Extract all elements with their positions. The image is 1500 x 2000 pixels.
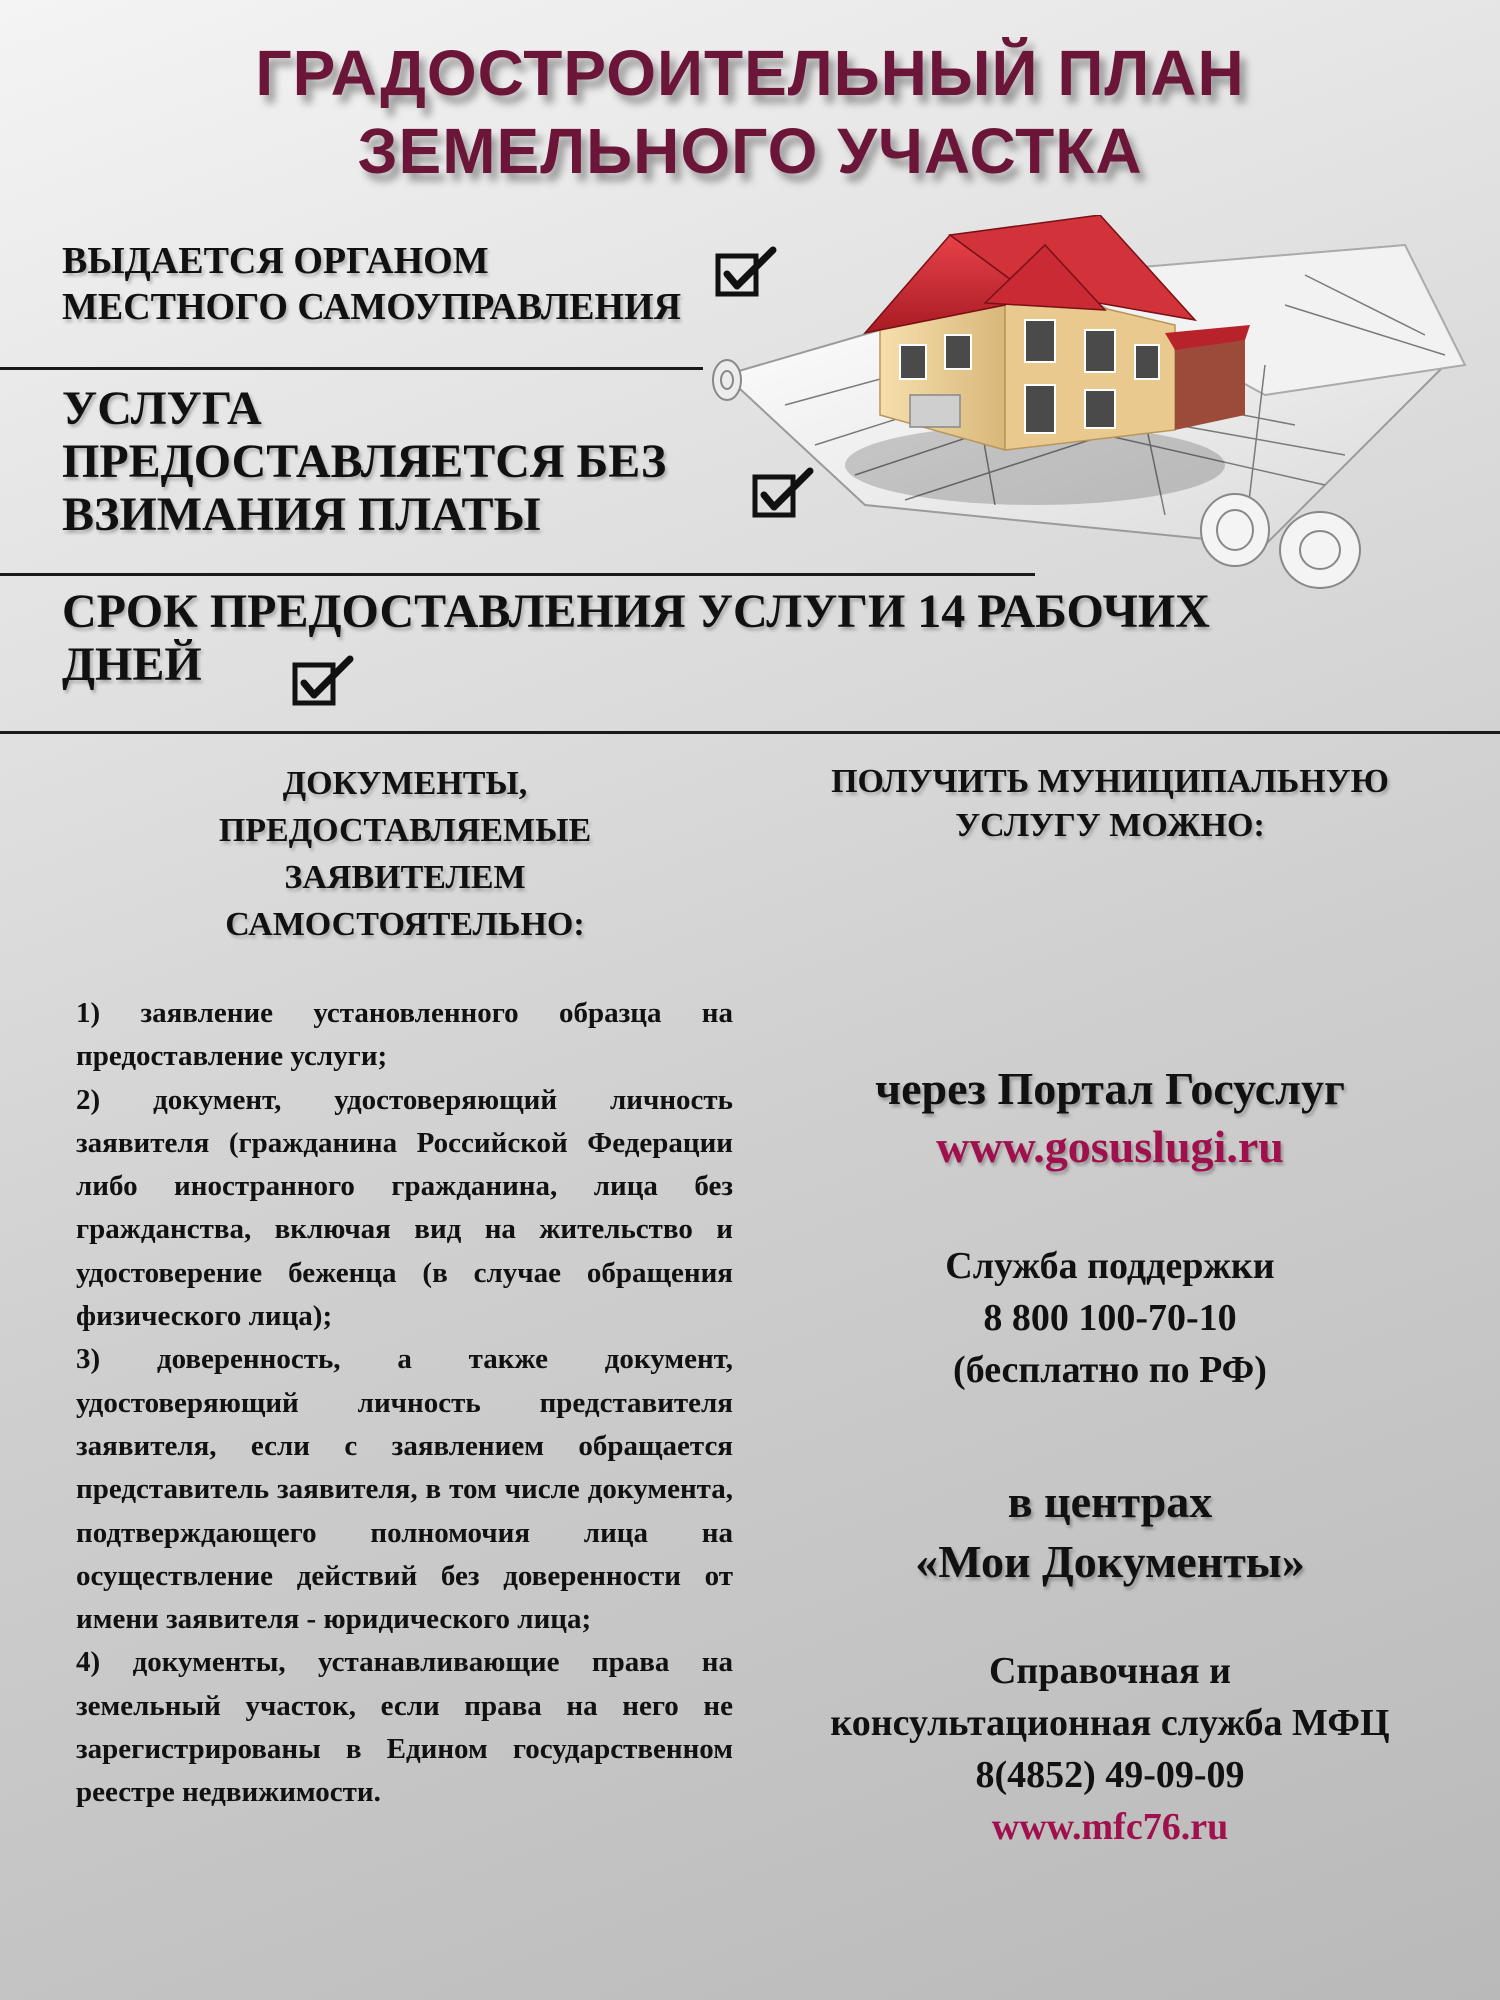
title-line-2: ЗЕМЕЛЬНОГО УЧАСТКА — [357, 115, 1143, 187]
list-item: 2) документ, удостоверяющий личность заявителя (гражданина Российской Федерации либо иностранного гражданина, лица без гражданства, включая вид на жительство и удостоверение беженца (в случае обращения физического лица); — [76, 1083, 733, 1333]
centers-line-2: «Мои Документы» — [915, 1536, 1305, 1587]
support-label: Служба поддержки — [945, 1245, 1275, 1287]
mfc-phone: 8(4852) 49-09-09 — [975, 1754, 1245, 1796]
feature-issuer-line-1: ВЫДАЕТСЯ ОРГАНОМ — [62, 240, 489, 282]
documents-heading-line: ЗАЯВИТЕЛЕМ — [284, 859, 526, 896]
documents-heading-line: ПРЕДОСТАВЛЯЕМЫЕ — [218, 812, 592, 849]
support-note: (бесплатно по РФ) — [953, 1349, 1267, 1391]
feature-deadline — [62, 585, 1210, 691]
feature-free-line-3: ВЗИМАНИЯ ПЛАТЫ — [62, 488, 541, 541]
centers-line-1: в центрах — [1007, 1476, 1213, 1527]
divider-line — [0, 731, 1500, 734]
feature-free — [62, 382, 666, 541]
portal-label: через Портал Госуслуг — [875, 1063, 1345, 1114]
centers-block — [760, 1472, 1460, 1592]
support-block — [760, 1240, 1460, 1396]
support-phone: 8 800 100-70-10 — [983, 1297, 1237, 1339]
documents-heading-line: САМОСТОЯТЕЛЬНО: — [225, 906, 585, 943]
mfc-line-2: консультационная служба МФЦ — [830, 1702, 1390, 1744]
list-item: 1) заявление установленного образца на предоставление услуги; — [76, 997, 733, 1073]
obtain-heading-line: УСЛУГУ МОЖНО: — [955, 807, 1265, 844]
list-item: 4) документы, устанавливающие права на земельный участок, если права на него не зарегистрированы в Едином государственном реестре недвижимости. — [76, 1646, 733, 1809]
mfc-line-1: Справочная и — [988, 1650, 1232, 1692]
feature-deadline-line-2: ДНЕЙ — [62, 638, 202, 691]
obtain-heading — [770, 760, 1450, 848]
feature-free-line-2: ПРЕДОСТАВЛЯЕТСЯ БЕЗ — [62, 435, 667, 488]
feature-free-line-1: УСЛУГА — [62, 382, 262, 435]
title-line-1: ГРАДОСТРОИТЕЛЬНЫЙ ПЛАН — [255, 37, 1245, 109]
portal-block — [760, 1060, 1460, 1176]
checkbox-checked-icon — [292, 653, 356, 709]
page-title — [0, 34, 1500, 190]
mfc-block — [760, 1645, 1460, 1853]
gosuslugi-link[interactable]: www.gosuslugi.ru — [936, 1121, 1284, 1172]
feature-issuer — [62, 238, 681, 330]
feature-deadline-line-1: СРОК ПРЕДОСТАВЛЕНИЯ УСЛУГИ 14 РАБОЧИХ — [62, 585, 1210, 638]
list-item: 3) доверенность, а также документ, удостоверяющий личность представителя заявителя, если с заявлением обращается представитель заявителя, в том числе документа, подтверждающего полномочия лица на осуществление действий без доверенности от имени заявителя - юридического лица; — [76, 1343, 733, 1636]
documents-heading — [100, 760, 710, 948]
documents-heading-line: ДОКУМЕНТЫ, — [282, 765, 528, 802]
documents-list — [76, 992, 733, 1815]
obtain-heading-line: ПОЛУЧИТЬ МУНИЦИПАЛЬНУЮ — [831, 763, 1389, 800]
feature-issuer-line-2: МЕСТНОГО САМОУПРАВЛЕНИЯ — [62, 286, 682, 328]
divider-line — [0, 367, 703, 370]
house-on-blueprints-image — [705, 215, 1470, 595]
mfc-link[interactable]: www.mfc76.ru — [991, 1806, 1229, 1848]
